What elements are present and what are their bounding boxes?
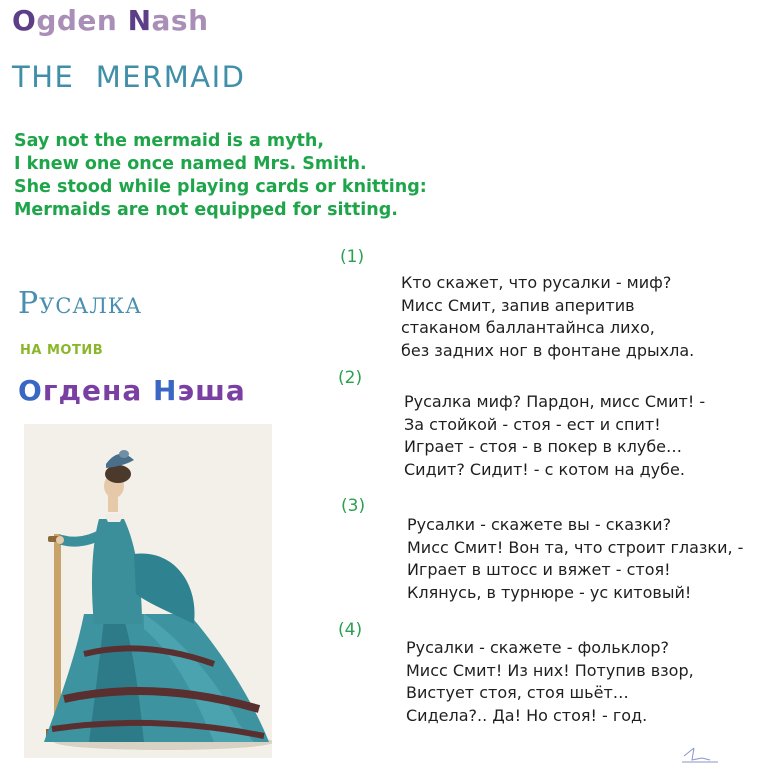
russian-subtitle: НА МОТИВ <box>20 343 104 358</box>
stanza-number: (4) <box>338 620 363 640</box>
stanza-line: Кто скажет, что русалки - миф? <box>401 273 672 292</box>
author-first-initial: O <box>12 4 37 37</box>
stanza <box>407 514 743 604</box>
russian-author-first-initial: О <box>18 374 43 407</box>
russian-author-last-rest: эша <box>177 374 246 407</box>
stanza-line: Играет в штосс и вяжет - стоя! <box>407 560 671 579</box>
russian-title: Русалка <box>18 286 143 321</box>
stanza-line: Сидит? Сидит! - с котом на дубе. <box>404 459 685 479</box>
stanza-number: (1) <box>340 247 365 267</box>
stanza-line: Сидела?.. Да! Но стоя! - год. <box>406 705 648 725</box>
stanza-line: стаканом баллантайнса лихо, <box>401 318 655 337</box>
stanza-line: Мисс Смит! Вон та, что строит глазки, - <box>407 537 744 557</box>
stanza-line: Играет - стоя - в покер в клубе… <box>404 437 683 456</box>
stanza-line: Мисс Смит! Из них! Потупив взор, <box>406 660 694 680</box>
stanza <box>404 391 705 481</box>
stanza-line: Русалки - скажете вы - сказки? <box>407 515 672 534</box>
stanza-line: Клянусь, в турнюре - ус китовый! <box>407 582 692 602</box>
russian-author-name <box>18 374 246 407</box>
stanza-line: без задних ног в фонтане дрыхла. <box>401 340 695 360</box>
stanza-line: Вистует стоя, стоя шьёт… <box>406 683 629 702</box>
stanza <box>406 637 694 727</box>
author-last-initial: N <box>127 4 152 37</box>
russian-author-first-rest: гдена <box>42 374 154 407</box>
stanza <box>401 272 694 362</box>
author-last-rest: ash <box>151 4 209 37</box>
english-line: Mermaids are not equipped for sitting. <box>14 200 398 220</box>
stanza-line: За стойкой - стоя - ест и спит! <box>404 414 661 434</box>
english-line: I knew one once named Mrs. Smith. <box>14 154 367 174</box>
lady-in-victorian-dress-illustration <box>24 424 272 758</box>
author-first-rest: gden <box>36 4 128 37</box>
english-line: Say not the mermaid is a myth, <box>14 131 325 151</box>
english-line: She stood while playing cards or knitting: <box>14 177 427 197</box>
stanza-number: (3) <box>341 496 366 516</box>
stanza-line: Мисс Смит, запив аперитив <box>401 295 635 315</box>
author-name <box>12 4 209 37</box>
russian-author-last-initial: Н <box>153 374 178 407</box>
stanza-number: (2) <box>338 368 363 388</box>
poem-title: THE MERMAID <box>12 60 246 94</box>
stanza-line: Русалка миф? Пардон, мисс Смит! - <box>404 392 706 411</box>
signature-mark <box>680 742 720 766</box>
stanza-line: Русалки - скажете - фольклор? <box>406 638 670 657</box>
english-poem <box>14 130 427 222</box>
